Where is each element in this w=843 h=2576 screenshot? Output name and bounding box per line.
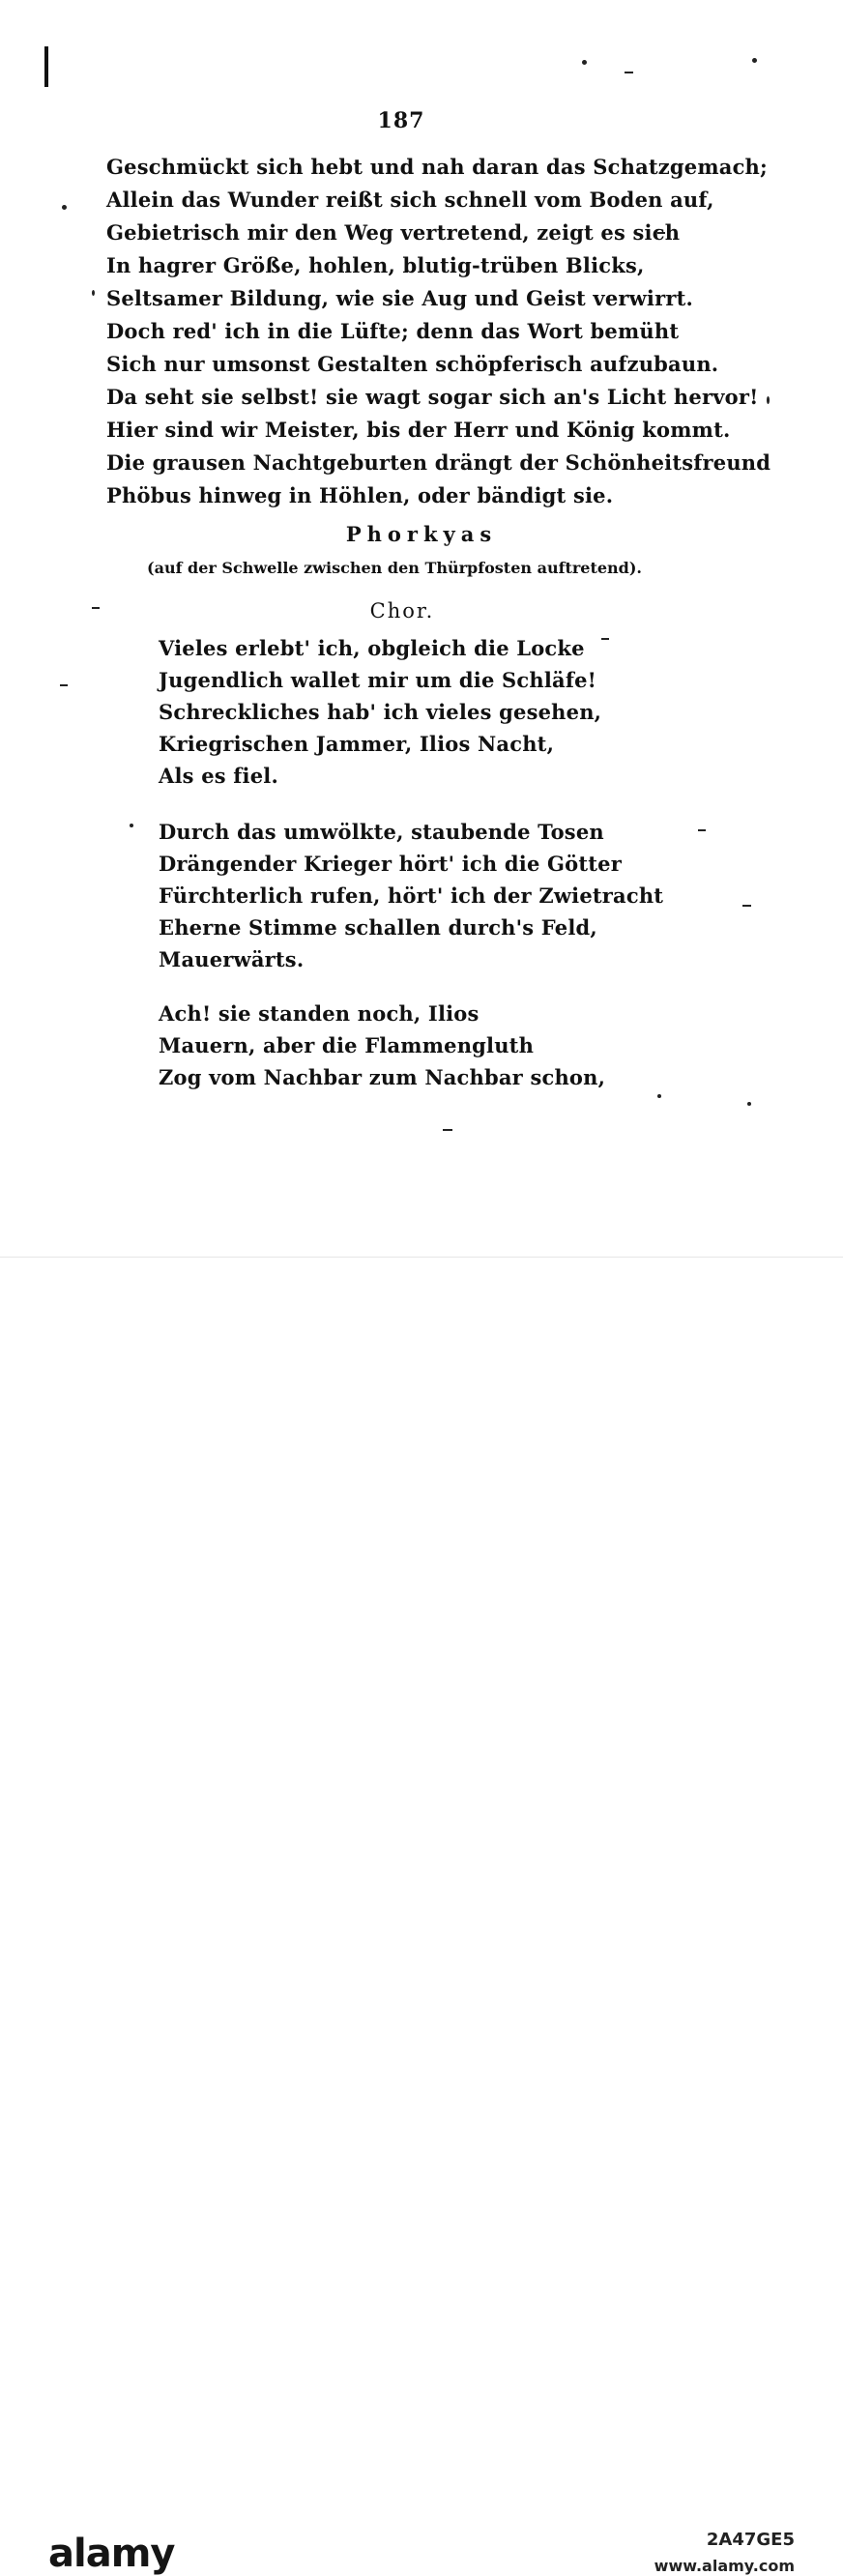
scan-speck	[698, 829, 706, 831]
site-url: www.alamy.com	[654, 2557, 795, 2575]
chor-heading: Chor.	[369, 599, 435, 622]
verse-line: Seltsamer Bildung, wie sie Aug und Geist verwirrt.	[106, 286, 694, 310]
scan-speck	[625, 72, 633, 73]
stanza	[159, 998, 605, 1093]
verse-line: Vieles erlebt' ich, obgleich die Locke	[159, 636, 585, 660]
scanned-book-page	[0, 0, 843, 1257]
stanza	[159, 632, 601, 792]
verse-line: Eherne Stimme schallen durch's Feld,	[159, 915, 597, 940]
scan-speck	[752, 58, 757, 63]
brand-logo: alamy	[48, 2532, 175, 2576]
verse-line: Sich nur umsonst Gestalten schöpferisch aufzubaun.	[106, 352, 719, 376]
scan-speck	[601, 638, 609, 640]
speaker-name: Phorkyas	[345, 522, 498, 546]
verse-line: Hier sind wir Meister, bis der Herr und König kommt.	[106, 418, 731, 442]
scan-speck	[742, 905, 751, 907]
scan-speck	[657, 1094, 661, 1098]
stanza	[159, 816, 663, 975]
verse-line: Die grausen Nachtgeburten drängt der Schönheitsfreund	[106, 450, 771, 475]
verse-line: In hagrer Größe, hohlen, blutig-trüben Blicks,	[106, 253, 645, 277]
verse-line: Kriegrischen Jammer, Ilios Nacht,	[159, 732, 555, 756]
verse-line: Gebietrisch mir den Weg vertretend, zeigt es sich	[106, 220, 681, 245]
verse-line: Schreckliches hab' ich vieles gesehen,	[159, 700, 602, 724]
watermark-bar	[0, 1257, 843, 2576]
stage-direction: (auf der Schwelle zwischen den Thürpfosten auftretend).	[147, 559, 642, 577]
image-id: 2A47GE5	[706, 2530, 795, 2550]
scan-speck	[130, 824, 133, 827]
verse-line: Jugendlich wallet mir um die Schläfe!	[159, 668, 597, 692]
verse-line: Drängender Krieger hört' ich die Götter	[159, 852, 622, 876]
scan-speck	[92, 290, 95, 296]
verse-line: Mauerwärts.	[159, 947, 305, 971]
page-number: 187	[377, 108, 425, 133]
scan-speck	[747, 1102, 751, 1106]
margin-mark	[44, 46, 48, 87]
verse-line: Ach! sie standen noch, Ilios	[159, 1001, 480, 1026]
verse-line: Zog vom Nachbar zum Nachbar schon,	[159, 1065, 606, 1089]
scan-speck	[62, 205, 67, 210]
verse-line: Allein das Wunder reißt sich schnell vom Boden auf,	[106, 188, 714, 212]
verse-line: Doch red' ich in die Lüfte; denn das Wort bemüht	[106, 319, 680, 343]
verse-line: Fürchterlich rufen, hört' ich der Zwietracht	[159, 883, 664, 908]
scan-speck	[443, 1129, 452, 1131]
scan-speck	[60, 684, 68, 686]
verse-line: Da seht sie selbst! sie wagt sogar sich an's Licht hervor!	[106, 385, 759, 409]
verse-line: Geschmückt sich hebt und nah daran das Schatzgemach;	[106, 155, 768, 179]
verse-line: Durch das umwölkte, staubende Tosen	[159, 820, 604, 844]
scan-speck	[582, 60, 587, 65]
verse-line: Mauern, aber die Flammengluth	[159, 1033, 535, 1057]
verse-line: Als es fiel.	[159, 764, 278, 788]
verse-line: Phöbus hinweg in Höhlen, oder bändigt sie.	[106, 483, 614, 507]
verse-block	[106, 151, 770, 512]
